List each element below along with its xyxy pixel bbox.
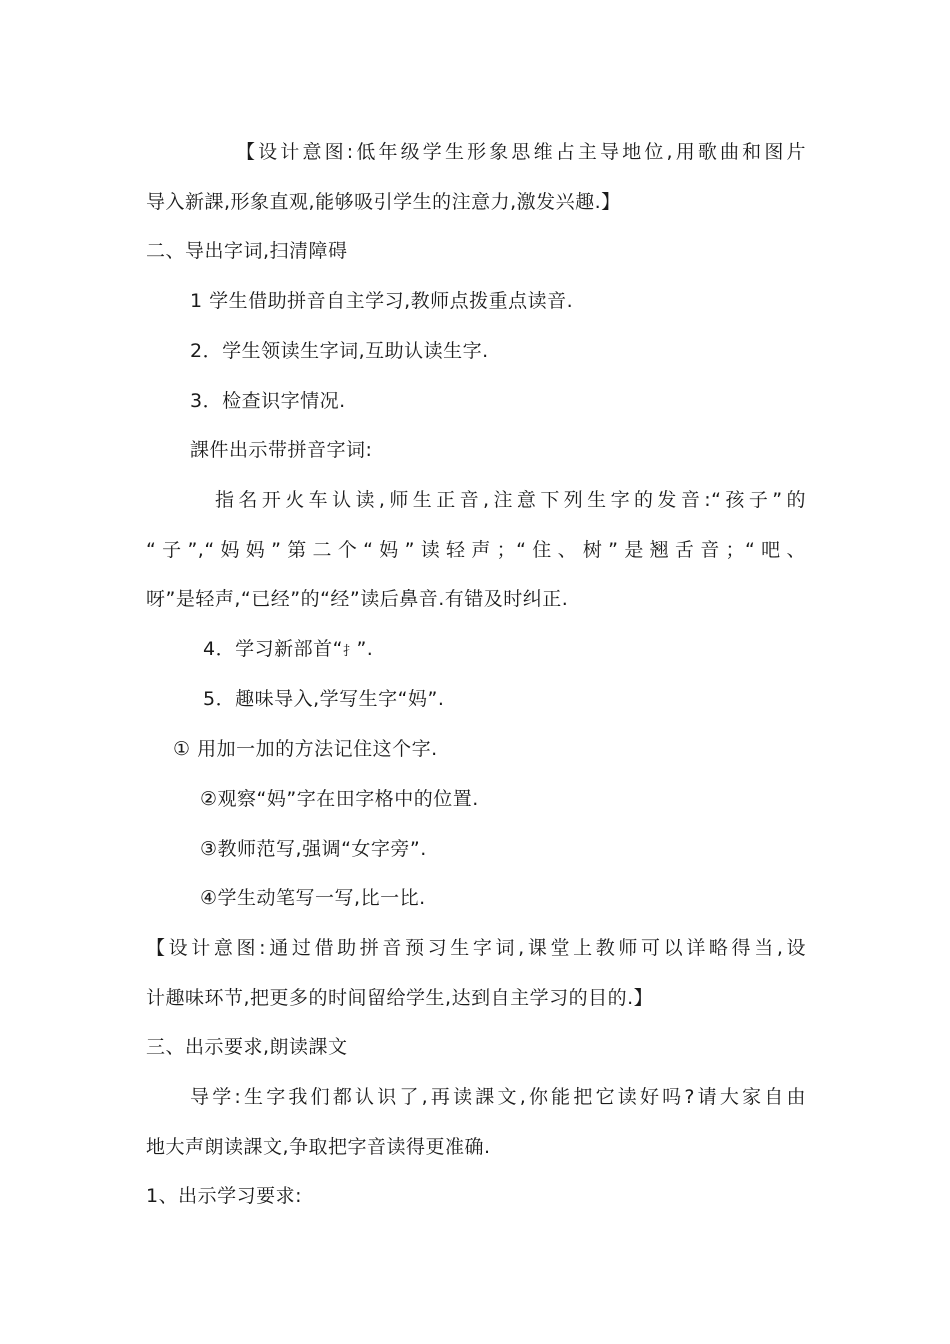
guide-line-2: 地大声朗读課文,争取把字音读得更准确. [146,1136,491,1158]
step-4-text: 4．学习新部首“ [203,638,343,660]
sub-step-2: ②观察“妈”字在田字格中的位置. [200,788,479,810]
step-1: 1 学生借助拼音自主学习,教师点拨重点读音. [190,290,574,312]
step-5: 5．趣味导入,学写生字“妈”. [203,688,445,710]
pronunciation-note-line-1: 指名开火车认读,师生正音,注意下列生字的发音:“孩子”的 [215,489,806,511]
step-4-end: ”. [356,638,374,660]
step-4 [203,636,373,665]
section-3-heading: 三、出示要求,朗读課文 [146,1036,348,1058]
courseware-label: 課件出示带拼音字词: [190,439,373,461]
design-intent-2-line-2: 计趣味环节,把更多的时间留给学生,达到自主学习的目的.】 [146,987,654,1009]
step-3: 3．检查识字情况. [190,390,346,412]
design-intent-1-line-2: 导入新課,形象直观,能够吸引学生的注意力,激发兴趣.】 [146,191,621,213]
radical-glyph: 扌 [342,644,357,659]
design-intent-1-line-1: 【设计意图:低年级学生形象思维占主导地位,用歌曲和图片 [236,141,806,163]
sub-step-3: ③教师范写,强调“女字旁”. [200,838,427,860]
guide-line-1: 导学:生字我们都认识了,再读課文,你能把它读好吗?请大家自由 [190,1086,806,1108]
sub-step-1: ① 用加一加的方法记住这个字. [173,738,438,760]
requirements-heading: 1、出示学习要求: [146,1185,302,1207]
design-intent-2-line-1: 【设计意图:通过借助拼音预习生字词,课堂上教师可以详略得当,设 [146,937,806,959]
sub-step-4: ④学生动笔写一写,比一比. [200,887,426,909]
pronunciation-note-line-2: “子”,“妈妈”第二个“妈”读轻声；“住、树”是翘舌音；“吧、 [146,539,806,561]
step-2: 2．学生领读生字词,互助认读生字. [190,340,489,362]
pronunciation-note-line-3: 呀”是轻声,“已经”的“经”读后鼻音.有错及时纠正. [146,588,569,610]
section-2-heading: 二、导出字词,扫清障碍 [146,240,348,262]
